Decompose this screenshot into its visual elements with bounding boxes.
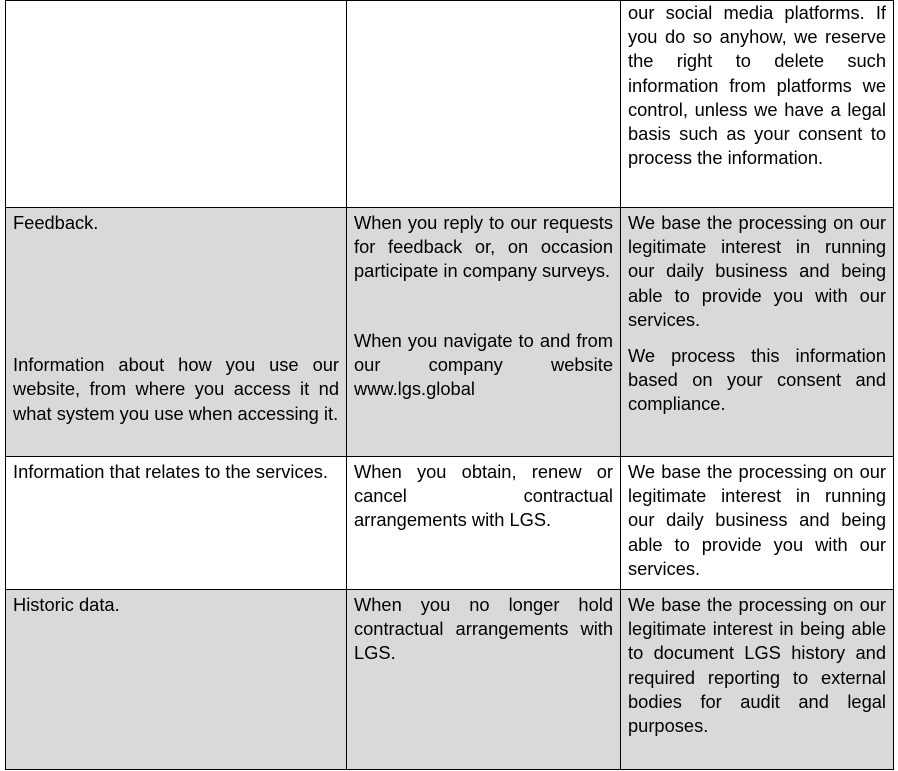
text-feedback: Feedback.: [13, 212, 99, 233]
text-website-collection: When you navigate to and from our company website www.lgs.global: [354, 329, 613, 400]
cell-data-type: [6, 208, 347, 457]
text-feedback-basis: We base the processing on our legitimate interest in running our daily business and being able to provide you with our services.: [628, 212, 886, 330]
table-row-continuation: [6, 1, 894, 208]
cell-data-type: Historic data.: [6, 590, 347, 770]
table-row-historic: [6, 590, 894, 770]
cell-legal-basis: [621, 208, 894, 457]
cell-collection: When you no longer hold contractual arrangements with LGS.: [347, 590, 621, 770]
cell-legal-basis: We base the processing on our legitimate interest in running our daily business and being able to provide you with our services.: [621, 457, 894, 590]
cell-collection: When you obtain, renew or cancel contractual arrangements with LGS.: [347, 457, 621, 590]
text-feedback-collection: When you reply to our requests for feedback or, on occasion participate in company surveys.: [354, 212, 613, 282]
data-processing-table: [5, 0, 894, 770]
cell-collection-empty: [347, 1, 621, 208]
text-website-basis: We process this information based on your consent and compliance.: [628, 345, 886, 415]
cell-data-type-empty: [6, 1, 347, 208]
cell-collection: [347, 208, 621, 457]
text-website-usage: Information about how you use our website, from where you access it nd what system you use when accessing it.: [13, 354, 339, 424]
table-row-feedback: [6, 208, 894, 457]
table-row-services: [6, 457, 894, 590]
cell-legal-basis: We base the processing on our legitimate interest in being able to document LGS history and required reporting to external bodies for audit and legal purposes.: [621, 590, 894, 770]
cell-data-type: Information that relates to the services.: [6, 457, 347, 590]
cell-legal-basis-social-media: our social media platforms. If you do so anyhow, we reserve the right to delete such information from platforms we control, unless we have a legal basis such as your consent to process the information.: [621, 1, 894, 208]
